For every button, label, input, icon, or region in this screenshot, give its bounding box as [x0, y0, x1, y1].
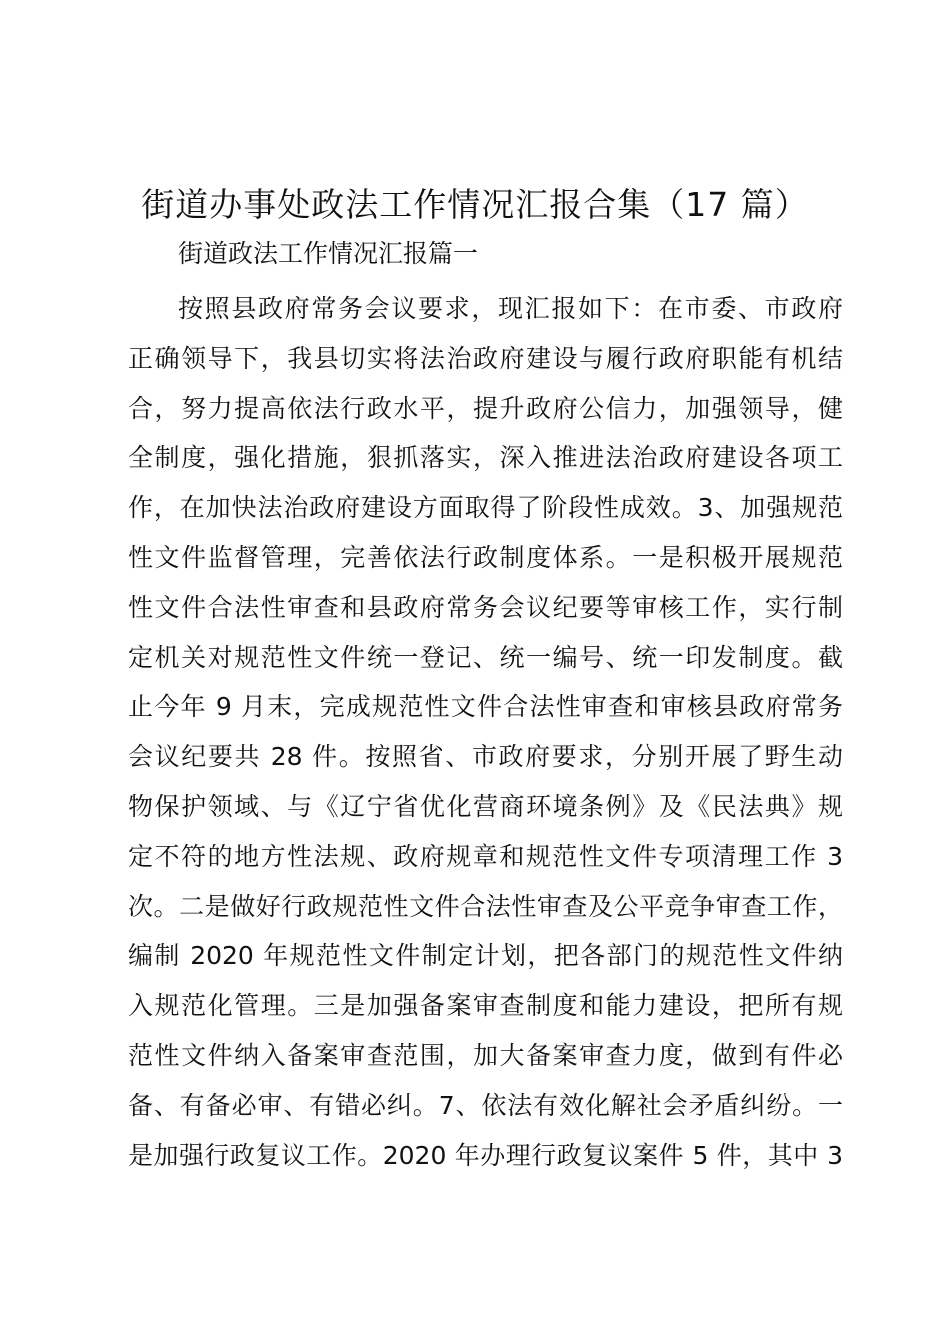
body-line: 性文件监督管理，完善依法行政制度体系。一是积极开展规范 — [128, 542, 843, 572]
body-line: 按照县政府常务会议要求，现汇报如下：在市委、市政府 — [178, 294, 843, 323]
document-title: 街道办事处政法工作情况汇报合集（17 篇） — [141, 185, 809, 224]
body-line: 止今年 9 月末，完成规范性文件合法性审查和审核县政府常务 — [128, 692, 843, 722]
body-line: 范性文件纳入备案审查范围，加大备案审查力度，做到有件必 — [128, 1040, 843, 1070]
body-line: 定机关对规范性文件统一登记、统一编号、统一印发制度。截 — [128, 642, 843, 672]
body-line: 次。二是做好行政规范性文件合法性审查及公平竞争审查工作， — [128, 891, 843, 921]
body-text — [128, 284, 843, 1180]
body-line: 会议纪要共 28 件。按照省、市政府要求，分别开展了野生动 — [128, 742, 843, 772]
body-line: 备、有备必审、有错必纠。7、依法有效化解社会矛盾纠纷。一 — [128, 1090, 843, 1120]
body-line: 是加强行政复议工作。2020 年办理行政复议案件 5 件，其中 3 — [128, 1140, 843, 1170]
body-line: 定不符的地方性法规、政府规章和规范性文件专项清理工作 3 — [128, 841, 843, 871]
body-line: 正确领导下，我县切实将法治政府建设与履行政府职能有机结 — [128, 343, 843, 373]
body-line: 作，在加快法治政府建设方面取得了阶段性成效。3、加强规范 — [128, 493, 843, 523]
body-line: 合，努力提高依法行政水平，提升政府公信力，加强领导，健 — [128, 393, 843, 423]
body-line: 性文件合法性审查和县政府常务会议纪要等审核工作，实行制 — [128, 592, 843, 622]
body-line: 编制 2020 年规范性文件制定计划，把各部门的规范性文件纳 — [128, 941, 843, 971]
body-line: 入规范化管理。三是加强备案审查制度和能力建设，把所有规 — [128, 991, 843, 1021]
section-heading: 街道政法工作情况汇报篇一 — [178, 239, 479, 268]
body-line: 全制度，强化措施，狠抓落实，深入推进法治政府建设各项工 — [128, 443, 843, 473]
body-line: 物保护领域、与《辽宁省优化营商环境条例》及《民法典》规 — [128, 791, 843, 821]
